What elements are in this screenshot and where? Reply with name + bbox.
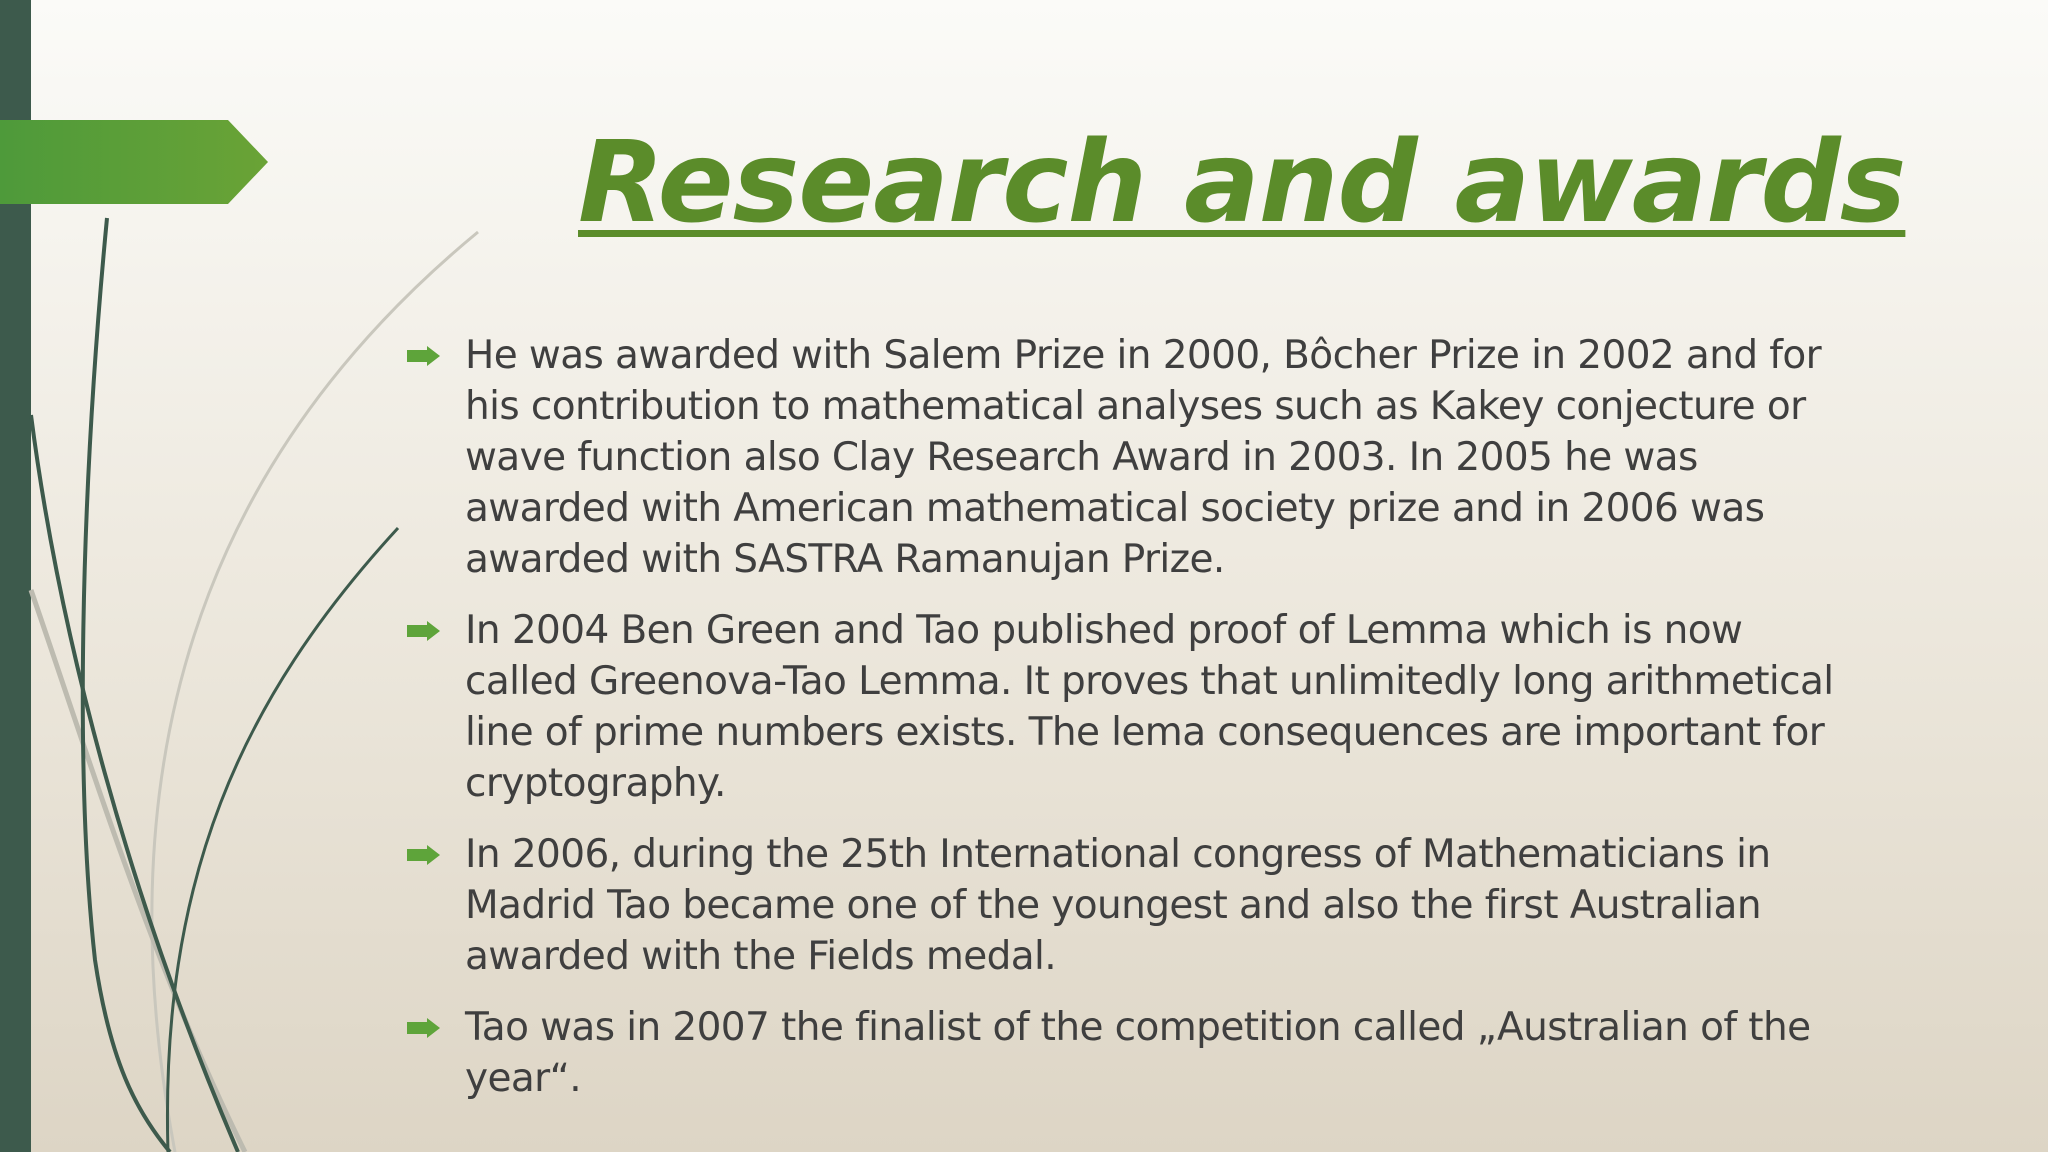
bullet-text: In 2006, during the 25th International congress of Mathematicians in Madrid Tao became one of the youngest and also the first Australian awarded with the Fields medal. (465, 832, 1771, 979)
bullet-text: He was awarded with Salem Prize in 2000, Bôcher Prize in 2002 and for his contribution to mathematical analyses such as Kakey conjecture or wave function also Clay Research Award in 2003. In 2005 he was awarded with American mathematical society prize and in 2006 was awarded with SASTRA Ramanujan Prize. (465, 333, 1822, 582)
arrow-right-icon (407, 621, 440, 641)
bullet-text: Tao was in 2007 the finalist of the competition called „Australian of the year“. (465, 1005, 1811, 1101)
bullet-text: In 2004 Ben Green and Tao published proof of Lemma which is now called Greenova-Tao Lemma. It proves that unlimitedly long arithmetical line of prime numbers exists. The lema consequences are important for cryptography. (465, 608, 1834, 806)
arrow-right-icon (407, 845, 440, 865)
bullet-list (405, 330, 1865, 1124)
list-item (405, 829, 1865, 982)
green-tab (0, 120, 268, 204)
arrow-right-icon (407, 1018, 440, 1038)
light-curve-2 (31, 590, 245, 1152)
list-item (405, 330, 1865, 585)
slide-title: Research and awards (578, 118, 1906, 248)
dark-curve-2 (31, 415, 238, 1152)
arrow-right-icon (407, 346, 440, 366)
list-item (405, 1002, 1865, 1104)
list-item (405, 605, 1865, 809)
